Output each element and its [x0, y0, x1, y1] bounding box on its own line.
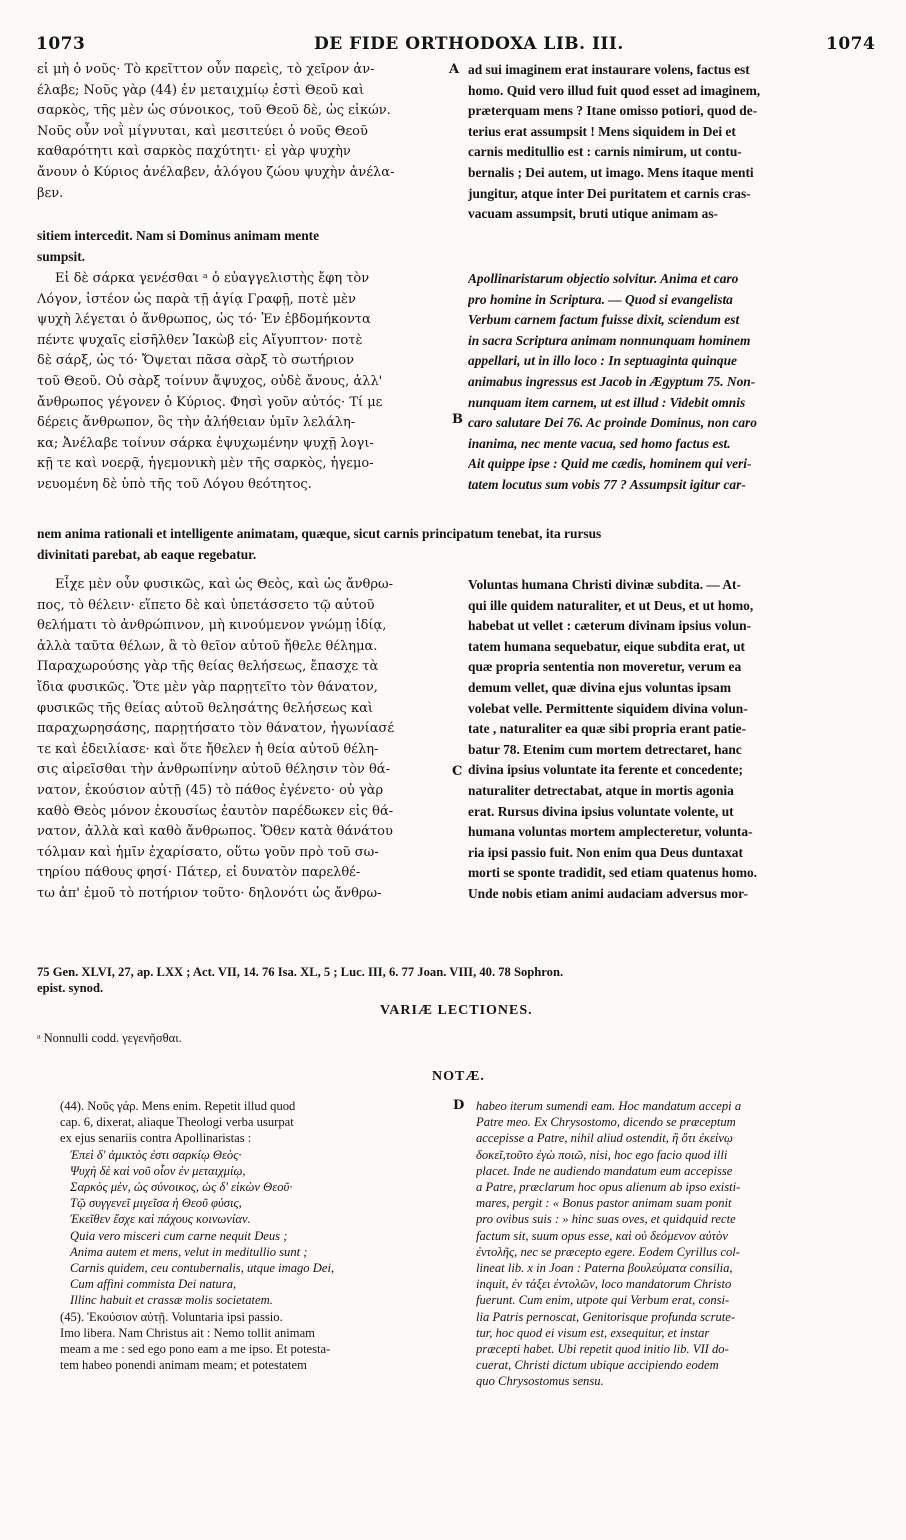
text-line: ἐντολῆς, nec se præcepto egere. Eodem Cyrillus col- — [476, 1244, 740, 1259]
latin-column-top — [468, 60, 872, 225]
text-line: appellari, ut in illo loco : In septuaginta quinque — [468, 353, 737, 369]
text-line: tate , naturaliter ea quæ sibi propria erant patie- — [468, 721, 747, 737]
text-line: ἄνουν ὁ Κύριος ἀνέλαβεν, ἀλόγου ζώου ψυχὴν ἀνέλα- — [37, 164, 395, 180]
running-title: DE FIDE ORTHODOXA LIB. III. — [314, 34, 624, 54]
text-line: ἴδια φυσικῶς. Ὅτε μὲν γὰρ παρῃτεῖτο τὸν θάνατον, — [37, 679, 378, 695]
text-line: Ait quippe ipse : Quid me cædis, hominem qui veri- — [468, 456, 752, 472]
text-line: Ἐπεὶ δ' ἀμικτὸς ἐστι σαρκίῳ Θεὸς· — [70, 1147, 242, 1162]
text-line: τοῦ Θεοῦ. Οὐ σὰρξ τοίνυν ἄψυχος, οὐδὲ ἄνους, ἀλλ' — [37, 373, 383, 389]
text-line: 75 Gen. XLVI, 27, ap. LXX ; Act. VII, 14. 76 Isa. XL, 5 ; Luc. III, 6. 77 Joan. VIII, 40. 78 Sophron. — [37, 965, 564, 979]
text-line: Imo libera. Nam Christus ait : Nemo tollit animam — [60, 1325, 315, 1340]
text-line: ψυχὴ λέγεται ὁ ἄνθρωπος, ὡς τό· Ἐν ἑβδομήκοντα — [37, 312, 371, 328]
text-line: Cum affini commista Dei natura, — [70, 1277, 237, 1292]
left-page-number: 1073 — [36, 34, 86, 54]
text-line: έλαβε; Νοῦς γὰρ (44) ἐν μεταιχμίῳ ἐστὶ Θεοῦ καὶ — [37, 82, 365, 98]
text-line: δέρεις ἄνθρωπον, ὃς τὴν ἀλήθειαν ὑμῖν λελάλη- — [37, 415, 356, 431]
text-line: σις αἱρεῖσθαι τὴν ἀνθρωπίνην αὐτοῦ θέλησιν τὸν θά- — [37, 762, 390, 778]
text-line: τηρίου πάθους φησί· Πάτερ, εἰ δυνατὸν παρελθέ- — [37, 865, 361, 881]
latin-full-width — [37, 524, 873, 565]
text-line: homo. Quid vero illud fuit quod esset ad imaginem, — [468, 82, 761, 98]
text-line: ἄνθρωπος γέγονεν ὁ Κύριος. Φησὶ γοῦν αὐτός· Τί με — [37, 394, 383, 410]
text-line: terius erat assumpsit ! Mens siquidem in Dei et — [468, 123, 736, 139]
text-line: εἰ μὴ ὁ νοῦς· Τὸ κρεῖττον οὖν παρεὶς, τὸ χεῖρον ἀν- — [37, 62, 375, 77]
variae-lectiones-heading: VARIÆ LECTIONES. — [380, 1003, 533, 1018]
text-line: παραχωρησάσης, παρῃτήσατο τὸν θάνατον, ἠγωνίασέ — [37, 721, 395, 737]
text-line: Apollinaristarum objectio solvitur. Anima et caro — [468, 271, 739, 286]
greek-column-mid — [37, 269, 447, 496]
margin-marker-c: C — [452, 764, 463, 779]
text-line: habebat ut vellet : cæterum divinam ipsius volun- — [468, 618, 752, 634]
text-line: Anima autem et mens, velut in meditullio sunt ; — [70, 1244, 308, 1259]
text-line: accepisse a Patre, nihil aliud ostendit, ἢ ὅτι ἐκείνῳ — [476, 1131, 733, 1146]
text-line: tur, hoc quod ei visum est, exsequitur, et instar — [476, 1325, 710, 1340]
right-page-number: 1074 — [826, 34, 876, 54]
text-line: Σαρκὸς μὲν, ὡς σύνοικος, ὡς δ' εἰκὼν Θεοῦ· — [70, 1180, 293, 1195]
text-line: ad sui imaginem erat instaurare volens, factus est — [468, 62, 750, 77]
text-line: bernalis ; Dei autem, ut imago. Mens itaque menti — [468, 164, 754, 180]
text-line: erat. Rursus divina ipsius voluntate volente, ut — [468, 803, 734, 819]
text-line: qui ille quidem naturaliter, et ut Deus, et ut homo, — [468, 597, 754, 613]
text-line: animabus ingressus est Jacob in Ægyptum 75. Non- — [468, 373, 756, 389]
text-line: φυσικῶς τῆς θείας αὐτοῦ θελησάτης θελήσεως καὶ — [37, 700, 373, 716]
text-line: νατον, ἀλλὰ καὶ καθὸ ἄνθρωπος. Ὅθεν κατὰ θάνάτου — [37, 824, 393, 840]
text-line: inquit, ἐν τάξει ἐντολῶν, loco mandatorum Christo — [476, 1277, 732, 1292]
text-line: fuerunt. Cum enim, utpote qui Verbum erat, consi- — [476, 1293, 730, 1308]
text-line: τω ἀπ' ἐμοῦ τὸ ποτήριον τοῦτο· δηλονότι ὡς ἄνθρω- — [37, 885, 382, 901]
notae-right-column — [476, 1098, 874, 1390]
text-line: Verbum carnem factum fuisse dixit, sciendum est — [468, 312, 740, 328]
text-line: a Patre, præclarum hoc opus alienum ab ipso existi- — [476, 1180, 741, 1195]
text-line: lia Patris pernoscat, Genitorisque profunda scrute- — [476, 1309, 736, 1324]
text-line: tatem humana sequebatur, eique subdita erat, ut — [468, 638, 746, 654]
text-line: cuerat, Christi dictum ubique accipiendo eodem — [476, 1358, 719, 1373]
margin-marker-b: B — [452, 412, 463, 427]
text-line: caro salutare Dei 76. Ac proinde Dominus, non caro — [468, 415, 757, 431]
text-line: κα; Ἀνέλαβε τοίνυν σάρκα ἐψυχωμένην ψυχῇ λογι- — [37, 435, 374, 451]
text-line: δὲ σάρξ, ὡς τό· Ὄψεται πᾶσα σὰρξ τὸ σωτήριον — [37, 353, 355, 369]
text-line: humana voluntas mortem amplecteretur, volunta- — [468, 824, 753, 840]
text-line: divina ipsius voluntate ita ferente et concedente; — [468, 762, 743, 778]
text-line: (44). Νοῦς γάρ. Mens enim. Repetit illud quod — [60, 1099, 296, 1113]
text-line: pro ovibus suis : » hinc suas oves, et quidquid recte — [476, 1212, 736, 1227]
text-line: Carnis quidem, ceu contubernalis, utque imago Dei, — [70, 1261, 335, 1276]
footnotes — [37, 964, 873, 996]
text-line: Εἰ δὲ σάρκα γενέσθαι ᵃ ὁ εὐαγγελιστὴς ἔφη τὸν — [55, 271, 370, 286]
notae-heading: NOTÆ. — [432, 1069, 485, 1084]
text-line: pro homine in Scriptura. — Quod si evangelista — [468, 291, 733, 307]
text-line: sitiem intercedit. Nam si Dominus animam mente — [37, 228, 320, 243]
text-line: Unde nobis etiam animi audaciam adversus mor- — [468, 885, 748, 901]
text-line: inanima, nec mente vacua, sed homo factus est. — [468, 435, 731, 451]
text-line: quæ propria sententia non moveretur, verum ea — [468, 659, 742, 675]
text-line: morti se sponte tradidit, sed etiam quatenus homo. — [468, 865, 758, 881]
text-line: meam a me : sed ego pono eam a me ipso. Et potesta- — [60, 1342, 331, 1357]
text-line: demum vellet, quæ divina ejus voluntas ipsam — [468, 679, 732, 695]
margin-marker-d: D — [453, 1098, 465, 1113]
text-line: Παραχωρούσης γὰρ τῆς θείας θελήσεως, ἔπασχε τὰ — [37, 659, 379, 675]
text-line: (45). Ἑκούσιον αὐτῇ. Voluntaria ipsi passio. — [60, 1309, 283, 1324]
text-line: nunquam item carnem, ut est illud : Videbit omnis — [468, 394, 746, 410]
text-line: πέντε ψυχαῖς εἰσῆλθεν Ἰακὼβ εἰς Αἴγυπτον· ποτὲ — [37, 332, 363, 348]
text-line: πος, τὸ θέλειν· εἵπετο δὲ καὶ ὑπετάσσετο τῷ αὐτοῦ — [37, 597, 375, 613]
text-line: mares, pergit : « Bonus pastor animam suam ponit — [476, 1196, 732, 1211]
text-line: νατον, ἑκούσιον αὐτῇ (45) τὸ πάθος ἐγένετο· οὐ γὰρ — [37, 782, 384, 798]
text-line: Νοῦς οὖν νοῒ μίγνυται, καὶ μεσιτεύει ὁ νοῦς Θεοῦ — [37, 123, 368, 139]
greek-column-top — [37, 60, 447, 204]
latin-column-low — [468, 575, 872, 905]
text-line: habeo iterum sumendi eam. Hoc mandatum accepi a — [476, 1099, 742, 1113]
margin-marker-a: A — [449, 62, 460, 77]
text-line: Λόγον, ἰστέον ὡς παρὰ τῇ ἁγίᾳ Γραφῇ, ποτὲ μὲν — [37, 291, 356, 307]
text-line: τε καὶ ἐδειλίασε· καὶ ὅτε ἤθελεν ἡ θεία αὐτοῦ θέλη- — [37, 741, 379, 757]
text-line: naturaliter detrectabat, atque in mortis agonia — [468, 782, 734, 798]
text-line: Patre meo. Ex Chrysostomo, dicendo se præceptum — [476, 1115, 736, 1130]
text-line: δοκεῖ,τοῦτο ἐγὼ ποιῶ, nisi, hoc ego facio quod illi — [476, 1147, 728, 1162]
text-line: lineat lib. x in Joan : Paterna βουλεύματα consilia, — [476, 1261, 733, 1276]
text-line: batur 78. Etenim cum mortem detrectaret, hanc — [468, 741, 742, 757]
text-line: divinitati parebat, ab eaque regebatur. — [37, 546, 257, 562]
text-line: βεν. — [37, 185, 64, 201]
text-line: θελήματι τὸ ἀνθρώπινον, μὴ κινούμενον γνώμῃ ἰδίᾳ, — [37, 618, 387, 634]
text-line: ex ejus senariis contra Apollinaristas : — [60, 1131, 252, 1146]
text-line: τόλμαν καὶ ἡμῖν ἐχαρίσατο, οὕτω γοῦν πρὸ τοῦ σω- — [37, 844, 379, 860]
text-line: Τῷ συγγενεῖ μιγεῖσα ἡ Θεοῦ φύσις, — [70, 1196, 242, 1211]
text-line: tatem locutus sum vobis 77 ? Assumpsit igitur car- — [468, 476, 746, 492]
text-line: placet. Inde ne audiendo mandatum eum accepisse — [476, 1163, 733, 1178]
text-line: tem habeo ponendi animam meam; et potestatem — [60, 1358, 307, 1373]
text-line: Ψυχὴ δὲ καὶ νοῦ οἷον ἐν μεταιχμίῳ, — [70, 1163, 246, 1178]
text-line: epist. synod. — [37, 981, 104, 996]
text-line: Voluntas humana Christi divinæ subdita. — At- — [468, 577, 741, 592]
text-line: καθαρότητι καὶ σαρκὸς παχύτητι· εἰ γὰρ ψυχὴν — [37, 144, 351, 160]
text-line: jungitur, atque inter Dei puritatem et carnis cras- — [468, 185, 751, 201]
text-line: præterquam mens ? Itane omisso potiori, quod de- — [468, 103, 758, 119]
text-line: factum sit, suum opus esse, καὶ οὐ δεόμενον αὐτὸν — [476, 1228, 728, 1243]
latin-column-mid — [468, 269, 872, 496]
latin-continuation — [37, 226, 447, 267]
notae-left-column — [60, 1098, 448, 1373]
text-line: Εἶχε μὲν οὖν φυσικῶς, καὶ ὡς Θεὸς, καὶ ὡς ἄνθρω- — [55, 577, 394, 592]
text-line: Illinc habuit et crassæ molis societatem. — [70, 1293, 273, 1308]
text-line: cap. 6, dixerat, aliaque Theologi verba usurpat — [60, 1115, 294, 1130]
text-line: quo Chrysostomus sensu. — [476, 1374, 604, 1389]
text-line: ria ipsi passio fuit. Non enim qua Deus duntaxat — [468, 844, 743, 860]
text-line: vacuam assumpsit, bruti utique animam as- — [468, 206, 718, 222]
greek-column-low — [37, 575, 447, 905]
text-line: Quia vero misceri cum carne nequit Deus ; — [70, 1228, 288, 1243]
text-line: volebat velle. Permittente siquidem divina volun- — [468, 700, 748, 716]
text-line: σαρκὸς, τῆς μὲν ὡς σύνοικος, τοῦ Θεοῦ δὲ, ὡς εἰκών. — [37, 103, 391, 119]
variae-lectiones-text: ᵃ Nonnulli codd. γεγενῆσθαι. — [37, 1031, 182, 1045]
text-line: καθὸ Θεὸς μόνον ἑκουσίως ἑαυτὸν παρέδωκεν εἰς θά- — [37, 803, 394, 819]
text-line: in sacra Scriptura animam nonnunquam hominem — [468, 332, 751, 348]
text-line: præcepti habet. Ubi repetit quod initio lib. VII do- — [476, 1342, 729, 1357]
text-line: νευομένη δὲ ὑπὸ τῆς τοῦ Λόγου θεότητος. — [37, 476, 312, 492]
text-line: ἀλλὰ ταῦτα θέλων, ἃ τὸ θεῖον αὐτοῦ ἤθελε θέλημα. — [37, 638, 378, 654]
text-line: nem anima rationali et intelligente animatam, quæque, sicut carnis principatum tenebat, ita rursus — [37, 526, 602, 541]
text-line: Ἐκεῖθεν ἔσχε καὶ πάχους κοινωνίαν. — [70, 1212, 251, 1227]
text-line: κῇ τε καὶ νοερᾷ, ἡγεμονικὴ μὲν τῆς σαρκὸς, ἡγεμο- — [37, 456, 374, 472]
text-line: sumpsit. — [37, 248, 85, 264]
text-line: carnis meditullio est : carnis nimirum, ut contu- — [468, 144, 742, 160]
